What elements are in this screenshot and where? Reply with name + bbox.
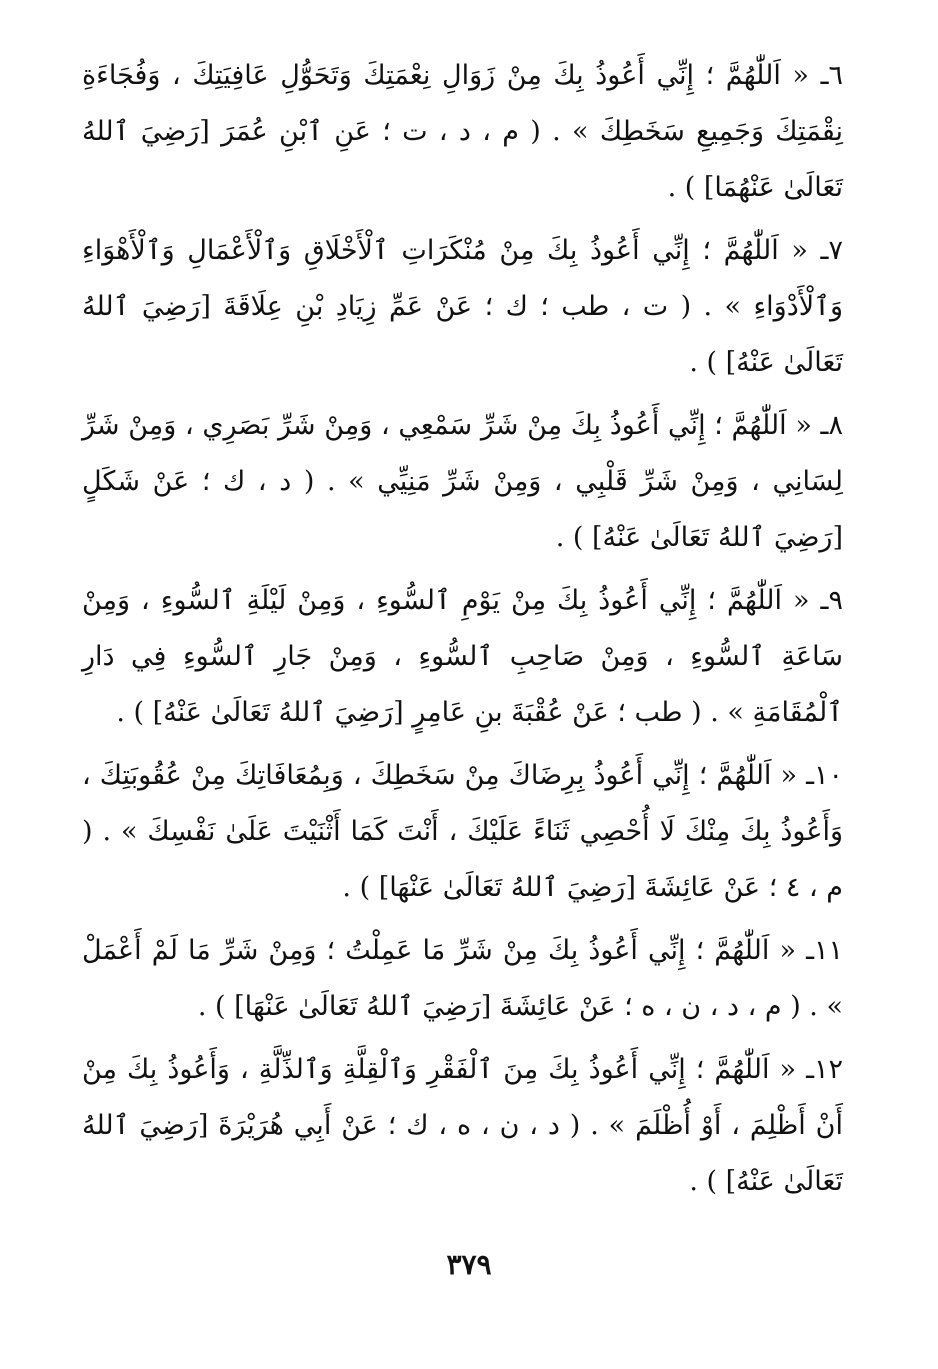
entry-number: ٨ـ [820,410,843,441]
entry-number: ١٢ـ [806,1054,843,1085]
entry-number: ٩ـ [820,585,843,616]
entry-text: « اَللّٰهُمَّ ؛ إِنِّي أَعُوذُ بِكَ مِنْ شَرِّ مَا عَمِلْتُ ؛ وَمِنْ شَرِّ مَا لَمْ أَعْمَلْ » . ( م ، د ، ن ، ه ؛ عَنْ عَائِشَةَ [رَضِيَ ٱللهُ تَعَالَىٰ عَنْهَا] ) . [82,935,843,1022]
hadith-entry-11 [82,923,843,1035]
entry-number: ٦ـ [820,60,843,91]
hadith-entry-10 [82,748,843,916]
hadith-entry-7 [82,223,843,391]
entry-text: « اَللّٰهُمَّ ؛ إِنِّي أَعُوذُ بِرِضَاكَ مِنْ سَخَطِكَ ، وَبِمُعَافَاتِكَ مِنْ عُقُوبَتِكَ ، وَأَعُوذُ بِكَ مِنْكَ لَا أُحْصِي ثَنَاءً عَلَيْكَ ، أَنْتَ كَمَا أَثْنَيْتَ عَلَىٰ نَفْسِكَ » . ( م ، ٤ ؛ عَنْ عَائِشَةَ [رَضِيَ ٱللهُ تَعَالَىٰ عَنْهَا] ) . [82,760,843,903]
hadith-entry-12 [82,1042,843,1210]
entry-text: « اَللّٰهُمَّ ؛ إِنِّي أَعُوذُ بِكَ مِنْ يَوْمِ ٱلسُّوءِ ، وَمِنْ لَيْلَةِ ٱلسُّوءِ ، وَمِنْ سَاعَةِ ٱلسُّوءِ ، وَمِنْ صَاحِبِ ٱلسُّوءِ ، وَمِنْ جَارِ ٱلسُّوءِ فِي دَارِ ٱلْمُقَامَةِ » . ( طب ؛ عَنْ عُقْبَةَ بنِ عَامِرٍ [رَضِيَ ٱللهُ تَعَالَىٰ عَنْهُ] ) . [82,585,843,728]
entry-number: ١١ـ [806,935,843,966]
hadith-entry-9 [82,573,843,741]
entry-text: « اَللّٰهُمَّ ؛ إِنِّي أَعُوذُ بِكَ مِنْ مُنْكَرَاتِ ٱلْأَخْلَاقِ وَٱلْأَعْمَالِ وَٱلْأَهْوَاءِ وَٱلْأَدْوَاءِ » . ( ت ، طب ؛ ك ؛ عَنْ عَمِّ زِيَادِ بْنِ عِلَاقَةَ [رَضِيَ ٱللهُ تَعَالَىٰ عَنْهُ] ) . [82,235,843,378]
entry-text: « اَللّٰهُمَّ ؛ إِنِّي أَعُوذُ بِكَ مِنْ زَوَالِ نِعْمَتِكَ وَتَحَوُّلِ عَافِيَتِكَ ، وَفُجَاءَةِ نِقْمَتِكَ وَجَمِيعِ سَخَطِكَ » . ( م ، د ، ت ؛ عَنِ ٱبْنِ عُمَرَ [رَضِيَ ٱللهُ تَعَالَىٰ عَنْهُمَا] ) . [82,60,843,203]
entry-number: ١٠ـ [806,760,843,791]
hadith-list [82,48,843,1210]
entry-text: « اَللّٰهُمَّ ؛ إِنِّي أَعُوذُ بِكَ مِنَ ٱلْفَقْرِ وَٱلْقِلَّةِ وَٱلذِّلَّةِ ، وَأَعُوذُ بِكَ مِنْ أَنْ أَظْلِمَ ، أَوْ أُظْلَمَ » . ( د ، ن ، ه ، ك ؛ عَنْ أَبِي هُرَيْرَةَ [رَضِيَ ٱللهُ تَعَالَىٰ عَنْهُ] ) . [82,1054,843,1197]
entry-text: « اَللّٰهُمَّ ؛ إِنِّي أَعُوذُ بِكَ مِنْ شَرِّ سَمْعِي ، وَمِنْ شَرِّ بَصَرِي ، وَمِنْ شَرِّ لِسَانِي ، وَمِنْ شَرِّ قَلْبِي ، وَمِنْ شَرِّ مَنِيِّي » . ( د ، ك ؛ عَنْ شَكَلٍ [رَضِيَ ٱللهُ تَعَالَىٰ عَنْهُ] ) . [82,410,843,553]
hadith-entry-8 [82,398,843,566]
entry-number: ٧ـ [820,235,843,266]
page-number: ٣٧٩ [446,1248,492,1281]
hadith-entry-6 [82,48,843,216]
